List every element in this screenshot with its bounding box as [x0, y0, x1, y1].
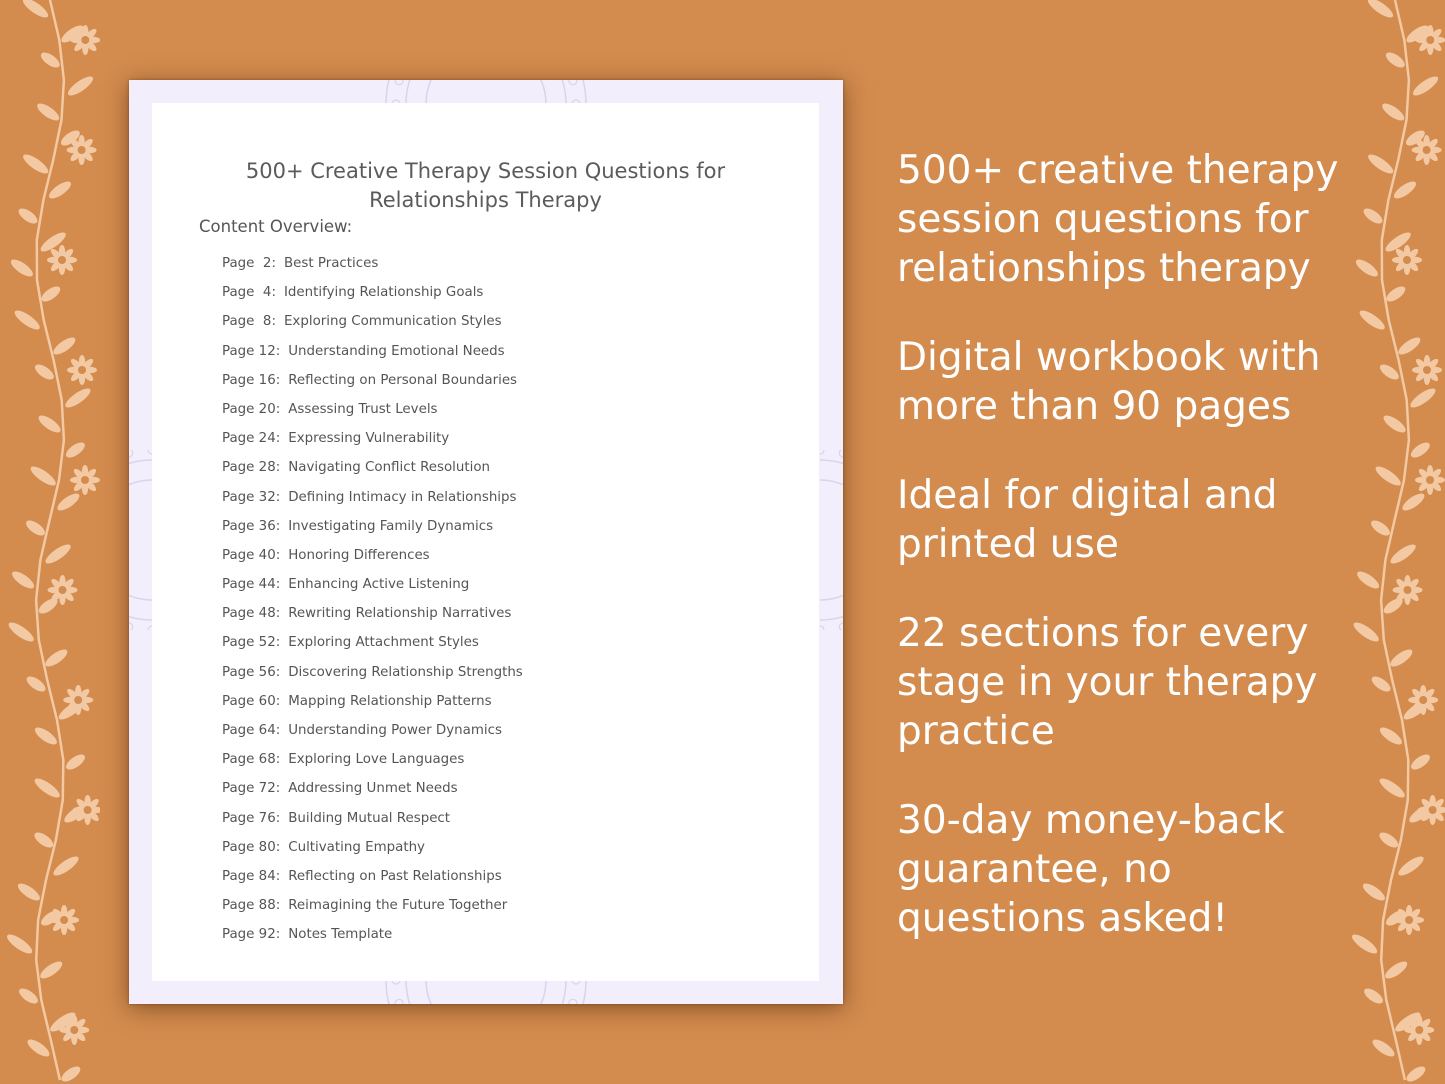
toc-section-title: Best Practices [283, 256, 379, 271]
toc-page-number: Page 56: [222, 664, 281, 680]
toc-section-title: Exploring Communication Styles [283, 314, 502, 330]
toc-section-title: Expressing Vulnerability [288, 431, 450, 447]
document-title-line-1: 500+ Creative Therapy Session Questions for [245, 159, 726, 183]
toc-section-title: Understanding Power Dynamics [288, 723, 502, 738]
toc-page-number: Page 80: [222, 839, 281, 855]
toc-item [222, 720, 523, 749]
toc-page-number: Page 8: [222, 314, 276, 330]
toc-item [222, 691, 523, 720]
toc-section-title: Rewriting Relationship Narratives [288, 606, 512, 622]
toc-section-title: Building Mutual Respect [288, 810, 451, 826]
toc-page-number: Page 32: [222, 489, 281, 505]
toc-page-number: Page 28: [222, 460, 281, 476]
toc-item [222, 924, 523, 953]
toc-section-title: Cultivating Empathy [288, 839, 425, 855]
toc-section-title: Assessing Trust Levels [288, 401, 438, 417]
feature-item: 22 sections for every stage in your therapy practice [897, 611, 1318, 754]
toc-section-title: Reflecting on Personal Boundaries [288, 372, 518, 388]
toc-section-title: Reflecting on Past Relationships [288, 868, 502, 884]
toc-item [222, 516, 523, 545]
table-of-contents [222, 253, 523, 954]
toc-section-title: Addressing Unmet Needs [288, 781, 458, 797]
toc-page-number: Page 4: [222, 285, 276, 301]
toc-section-title: Enhancing Active Listening [288, 577, 470, 593]
toc-section-title: Identifying Relationship Goals [283, 285, 484, 301]
document-title [152, 157, 819, 215]
toc-item [222, 574, 523, 603]
toc-page-number: Page 24: [222, 431, 281, 447]
toc-item [222, 311, 523, 340]
toc-section-title: Defining Intimacy in Relationships [288, 489, 517, 505]
toc-section-title: Discovering Relationship Strengths [288, 664, 523, 680]
toc-page-number: Page 84: [222, 868, 281, 884]
toc-item [222, 662, 523, 691]
toc-item [222, 837, 523, 866]
toc-page-number: Page 92: [222, 927, 281, 943]
toc-page-number: Page 2: [222, 256, 276, 271]
toc-section-title: Investigating Family Dynamics [288, 518, 494, 534]
toc-page-number: Page 64: [222, 723, 281, 738]
mandala-bottom-icon [381, 980, 591, 1004]
toc-page-number: Page 88: [222, 898, 281, 914]
toc-section-title: Reimagining the Future Together [288, 898, 508, 914]
toc-page-number: Page 52: [222, 635, 281, 651]
toc-item [222, 253, 523, 282]
toc-item [222, 895, 523, 924]
toc-page-number: Page 12: [222, 343, 281, 359]
mandala-right-icon [820, 450, 843, 630]
toc-page-number: Page 72: [222, 781, 281, 797]
toc-page-number: Page 40: [222, 547, 281, 563]
toc-section-title: Exploring Love Languages [288, 752, 465, 768]
toc-item [222, 545, 523, 574]
toc-section-title: Mapping Relationship Patterns [288, 693, 492, 709]
document-page [152, 103, 819, 981]
toc-page-number: Page 48: [222, 606, 281, 622]
toc-page-number: Page 36: [222, 518, 281, 534]
toc-item [222, 487, 523, 516]
toc-section-title: Exploring Attachment Styles [288, 635, 479, 651]
mandala-left-icon [129, 450, 152, 630]
content-overview-label: Content Overview: [199, 217, 353, 236]
toc-item [222, 370, 523, 399]
toc-section-title: Honoring Differences [288, 547, 430, 563]
document-title-line-2: Relationships Therapy [369, 188, 602, 212]
toc-item [222, 282, 523, 311]
toc-item [222, 778, 523, 807]
toc-page-number: Page 16: [222, 372, 281, 388]
toc-section-title: Notes Template [288, 927, 393, 943]
toc-page-number: Page 68: [222, 752, 281, 768]
feature-item: Digital workbook with more than 90 pages [897, 335, 1321, 429]
mandala-top-icon [381, 80, 591, 104]
feature-item: 500+ creative therapy session questions for relationships therapy [897, 148, 1339, 291]
floral-vine-left-icon [0, 0, 100, 1084]
toc-page-number: Page 44: [222, 577, 281, 593]
toc-item [222, 399, 523, 428]
toc-item [222, 632, 523, 661]
toc-page-number: Page 60: [222, 693, 281, 709]
toc-section-title: Navigating Conflict Resolution [288, 460, 491, 476]
feature-list [897, 146, 1367, 983]
toc-item [222, 749, 523, 778]
toc-item [222, 808, 523, 837]
toc-page-number: Page 20: [222, 401, 281, 417]
toc-item [222, 866, 523, 895]
document-preview [129, 80, 843, 1004]
feature-item: 30-day money-back guarantee, no questions asked! [897, 798, 1285, 941]
toc-item [222, 457, 523, 486]
toc-section-title: Understanding Emotional Needs [288, 343, 505, 359]
toc-item [222, 428, 523, 457]
toc-item [222, 341, 523, 370]
feature-item: Ideal for digital and printed use [897, 473, 1278, 567]
toc-item [222, 603, 523, 632]
toc-page-number: Page 76: [222, 810, 281, 826]
